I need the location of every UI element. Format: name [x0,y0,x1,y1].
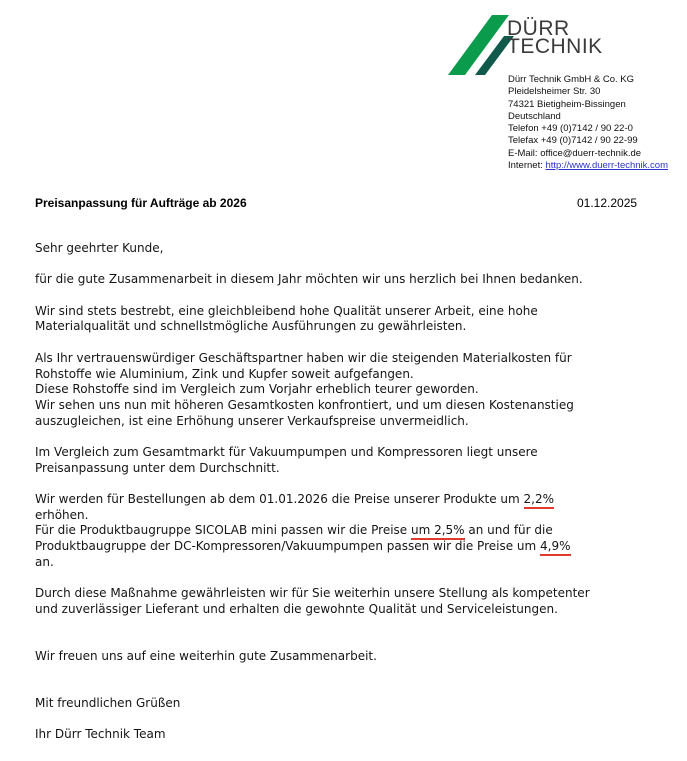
paragraph [35,272,665,288]
address-line: 74321 Bietigheim-Bissingen [508,98,626,110]
text-segment: Sehr geehrter Kunde, [35,241,164,255]
brand-name-line1: DÜRR [507,17,570,40]
text-segment: Rohstoffe wie Aluminium, Zink und Kupfer soweit aufgefangen. [35,366,414,381]
text-segment: Diese Rohstoffe sind im Vergleich zum Vorjahr erheblich teurer geworden. [35,382,479,397]
address-line: Dürr Technik GmbH & Co. KG [508,74,635,85]
body-line [35,398,665,414]
paragraph [35,727,665,743]
text-segment: an und für die [464,523,553,538]
email-value: office@duerr-technik.de [540,147,642,159]
paragraph [35,304,665,335]
paragraph [35,241,665,257]
body-line [35,382,665,398]
address-line: Deutschland [508,110,561,122]
website-link[interactable]: http://www.duerr-technik.com [545,160,668,172]
brand-name-line2: TECHNIK [507,34,603,58]
body-line [35,727,665,743]
text-segment: Als Ihr vertrauenswürdiger Geschäftspartner haben wir die steigenden Materialkosten für [35,350,572,365]
text-segment: erhöhen. [35,507,89,522]
paragraph [35,445,665,476]
body-line [35,602,665,618]
body-line [35,649,665,665]
body-line [35,586,665,602]
body-line [35,555,665,571]
body-line [35,272,665,288]
price-highlight: 4,9% [540,539,571,556]
body-line [35,241,665,257]
price-highlight: 2,2% [524,492,555,509]
body-line [35,319,665,335]
letter-body [35,241,665,743]
text-segment: Für die Produktbaugruppe SICOLAB mini passen wir die Preise [35,523,411,538]
text-segment: Wir freuen uns auf eine weiterhin gute Zusammenarbeit. [35,648,377,663]
text-segment: Materialqualität und schnellstmögliche Ausführungen zu gewährleisten. [35,319,467,334]
body-line [35,304,665,320]
letter-date: 01.12.2025 [577,196,638,210]
body-line [35,539,665,555]
internet-label: Internet: [508,160,546,172]
paragraph [35,649,665,665]
text-segment: Produktbaugruppe der DC-Kompressoren/Vakuumpumpen passen wir die Preise um [35,539,541,554]
internet-line [508,160,668,172]
text-segment: und zuverlässiger Lieferant und erhalten die gewohnte Qualität und Serviceleistungen. [35,601,558,616]
body-line [35,508,665,524]
address-block [508,74,668,172]
subject-heading: Preisanpassung für Aufträge ab 2026 [35,196,247,210]
duerr-technik-logo [448,15,516,75]
text-segment: Wir sind stets bestrebt, eine gleichbleibend hohe Qualität unserer Arbeit, eine hohe [35,303,538,318]
text-segment: Im Vergleich zum Gesamtmarkt für Vakuumpumpen und Kompressoren liegt unsere [35,444,538,459]
address-line: Telefax +49 (0)7142 / 90 22-99 [508,135,638,147]
text-segment: Ihr Dürr Technik Team [35,727,166,742]
price-highlight: um 2,5% [411,523,465,540]
text-segment: auszugleichen, ist eine Erhöhung unserer Verkaufspreise unvermeidlich. [35,413,469,428]
paragraph [35,492,665,570]
brand-wordmark [507,17,603,58]
body-line [35,414,665,430]
address-lines [508,74,668,148]
body-line [35,523,665,539]
email-line [508,148,668,160]
text-segment: Mit freundlichen Grüßen [35,695,181,710]
body-line [35,351,665,367]
body-line [35,461,665,477]
text-segment: Durch diese Maßnahme gewährleisten wir für Sie weiterhin unsere Stellung als kompetenter [35,586,590,601]
address-line: Pleidelsheimer Str. 30 [508,86,601,98]
text-segment: für die gute Zusammenarbeit in diesem Jahr möchten wir uns herzlich bei Ihnen bedanken. [35,272,583,287]
text-segment: Wir sehen uns nun mit höheren Gesamtkosten konfrontiert, und um diesen Kostenanstieg [35,397,574,412]
text-segment: an. [35,554,54,569]
body-line [35,492,665,508]
body-line [35,367,665,383]
text-segment: Wir werden für Bestellungen ab dem 01.01.2026 die Preise unserer Produkte um [35,492,524,506]
paragraph [35,351,665,429]
text-segment: Preisanpassung unter dem Durchschnitt. [35,460,280,475]
address-line: Telefon +49 (0)7142 / 90 22-0 [508,123,633,135]
email-label: E-Mail: [508,147,541,159]
body-line [35,696,665,712]
body-line [35,445,665,461]
paragraph [35,696,665,712]
paragraph [35,586,665,617]
